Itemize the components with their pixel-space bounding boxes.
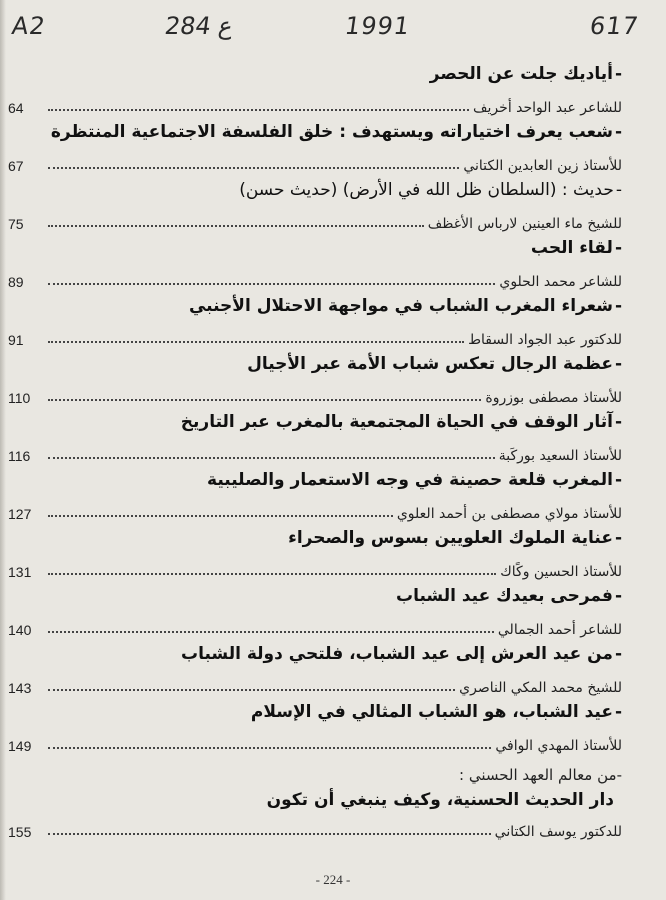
entry-author-row [8, 268, 622, 290]
dot-leader [48, 833, 491, 835]
dot-leader [48, 457, 495, 459]
entry-author: للدكتور يوسف الكتاني [494, 824, 622, 840]
entry-author-row [8, 500, 622, 522]
page-edge-shadow [0, 0, 6, 900]
entry-title: -عيد الشباب، هو الشباب المثالي في الإسلام [250, 702, 622, 722]
entry-author: للأستاذ السعيد بوركَبة [498, 448, 622, 464]
dot-leader [48, 283, 495, 285]
entry-title: -لقاء الحب [530, 238, 622, 258]
entry-author: للأستاذ مولاي مصطفى بن أحمد العلوي [396, 506, 622, 522]
handwritten-header [0, 8, 666, 48]
page-number: 131 [8, 564, 32, 580]
entry-title: -عظمة الرجال تعكس شباب الأمة عبر الأجيال [247, 354, 622, 374]
entry-author-row [8, 152, 622, 174]
section-label: -من معالم العهد الحسني : [459, 766, 622, 784]
entry-author-row [8, 384, 622, 406]
entry-title: -شعب يعرف اختياراته ويستهدف : خلق الفلسفة الاجتماعية المنتظرة [50, 122, 622, 142]
handwritten-id: 617 [588, 12, 641, 40]
entry-title: -من عيد العرش إلى عيد الشباب، فلتحي دولة الشباب [181, 644, 622, 664]
page-footer: - 224 - [315, 872, 351, 887]
page-number: 155 [8, 824, 32, 840]
entry-title: -شعراء المغرب الشباب في مواجهة الاحتلال الأجنبي [188, 296, 622, 316]
entry-title: -حديث : (السلطان ظل الله في الأرض) (حديث حسن) [239, 180, 622, 200]
entry-author-row [8, 94, 622, 116]
page-number: 64 [8, 100, 24, 116]
dot-leader [48, 399, 481, 401]
entry-author: للدكتور عبد الجواد السقاط [468, 332, 622, 348]
page-number: 149 [8, 738, 32, 754]
dot-leader [48, 225, 424, 227]
dot-leader [48, 515, 393, 517]
entry-title: -المغرب قلعة حصينة في وجه الاستعمار والصليبية [207, 470, 622, 490]
dot-leader [48, 109, 469, 111]
entry-author-row [8, 210, 622, 232]
page-number: 116 [8, 448, 31, 464]
page-number: 67 [8, 158, 24, 174]
entry-author-row [8, 732, 622, 754]
dot-leader [48, 341, 464, 343]
entry-title: -أياديك جلت عن الحصر [429, 64, 622, 84]
entry-title: -آثار الوقف في الحياة المجتمعية بالمغرب عبر التاريخ [180, 412, 622, 432]
entry-author-row [8, 674, 622, 696]
dot-leader [48, 631, 494, 633]
dot-leader [48, 747, 491, 749]
entry-author-row [8, 818, 622, 840]
dot-leader [48, 573, 496, 575]
page-number: 127 [8, 506, 32, 522]
page-number: 89 [8, 274, 24, 290]
entry-author: للأستاذ الحسين وكًاك [500, 564, 622, 580]
entry-title: -فمرحى بعيدك عيد الشباب [396, 586, 622, 606]
entry-author-row [8, 442, 622, 464]
dot-leader [48, 167, 459, 169]
entry-author-row [8, 326, 622, 348]
entry-author-row [8, 616, 622, 638]
entry-author: للأستاذ زين العابدين الكتاني [463, 158, 622, 174]
page-number: 143 [8, 680, 32, 696]
entry-title: -عناية الملوك العلويين بسوس والصحراء [288, 528, 622, 548]
page-number: 75 [8, 216, 24, 232]
handwritten-number: 284 ع [163, 12, 235, 40]
page-number: 91 [8, 332, 24, 348]
entry-author-row [8, 558, 622, 580]
page-number: 140 [8, 622, 32, 638]
entry-author: للشيخ محمد المكي الناصري [459, 680, 622, 696]
dot-leader [48, 689, 455, 691]
entry-author: للشيخ ماء العينين لارباس الأغظف [427, 216, 622, 232]
handwritten-code: A2 [10, 12, 48, 40]
page-number: 110 [8, 390, 31, 406]
entry-author: للشاعر عبد الواحد أخريف [473, 100, 622, 116]
entry-author: للأستاذ مصطفى بوزروة [485, 390, 622, 406]
entry-author: للشاعر أحمد الجمالي [497, 622, 622, 638]
entry-author: للشاعر محمد الحلوي [499, 274, 622, 290]
handwritten-year: 1991 [343, 12, 413, 40]
entry-title: دار الحديث الحسنية، وكيف ينبغي أن تكون [266, 790, 614, 810]
entry-author: للأستاذ المهدي الوافي [495, 738, 622, 754]
